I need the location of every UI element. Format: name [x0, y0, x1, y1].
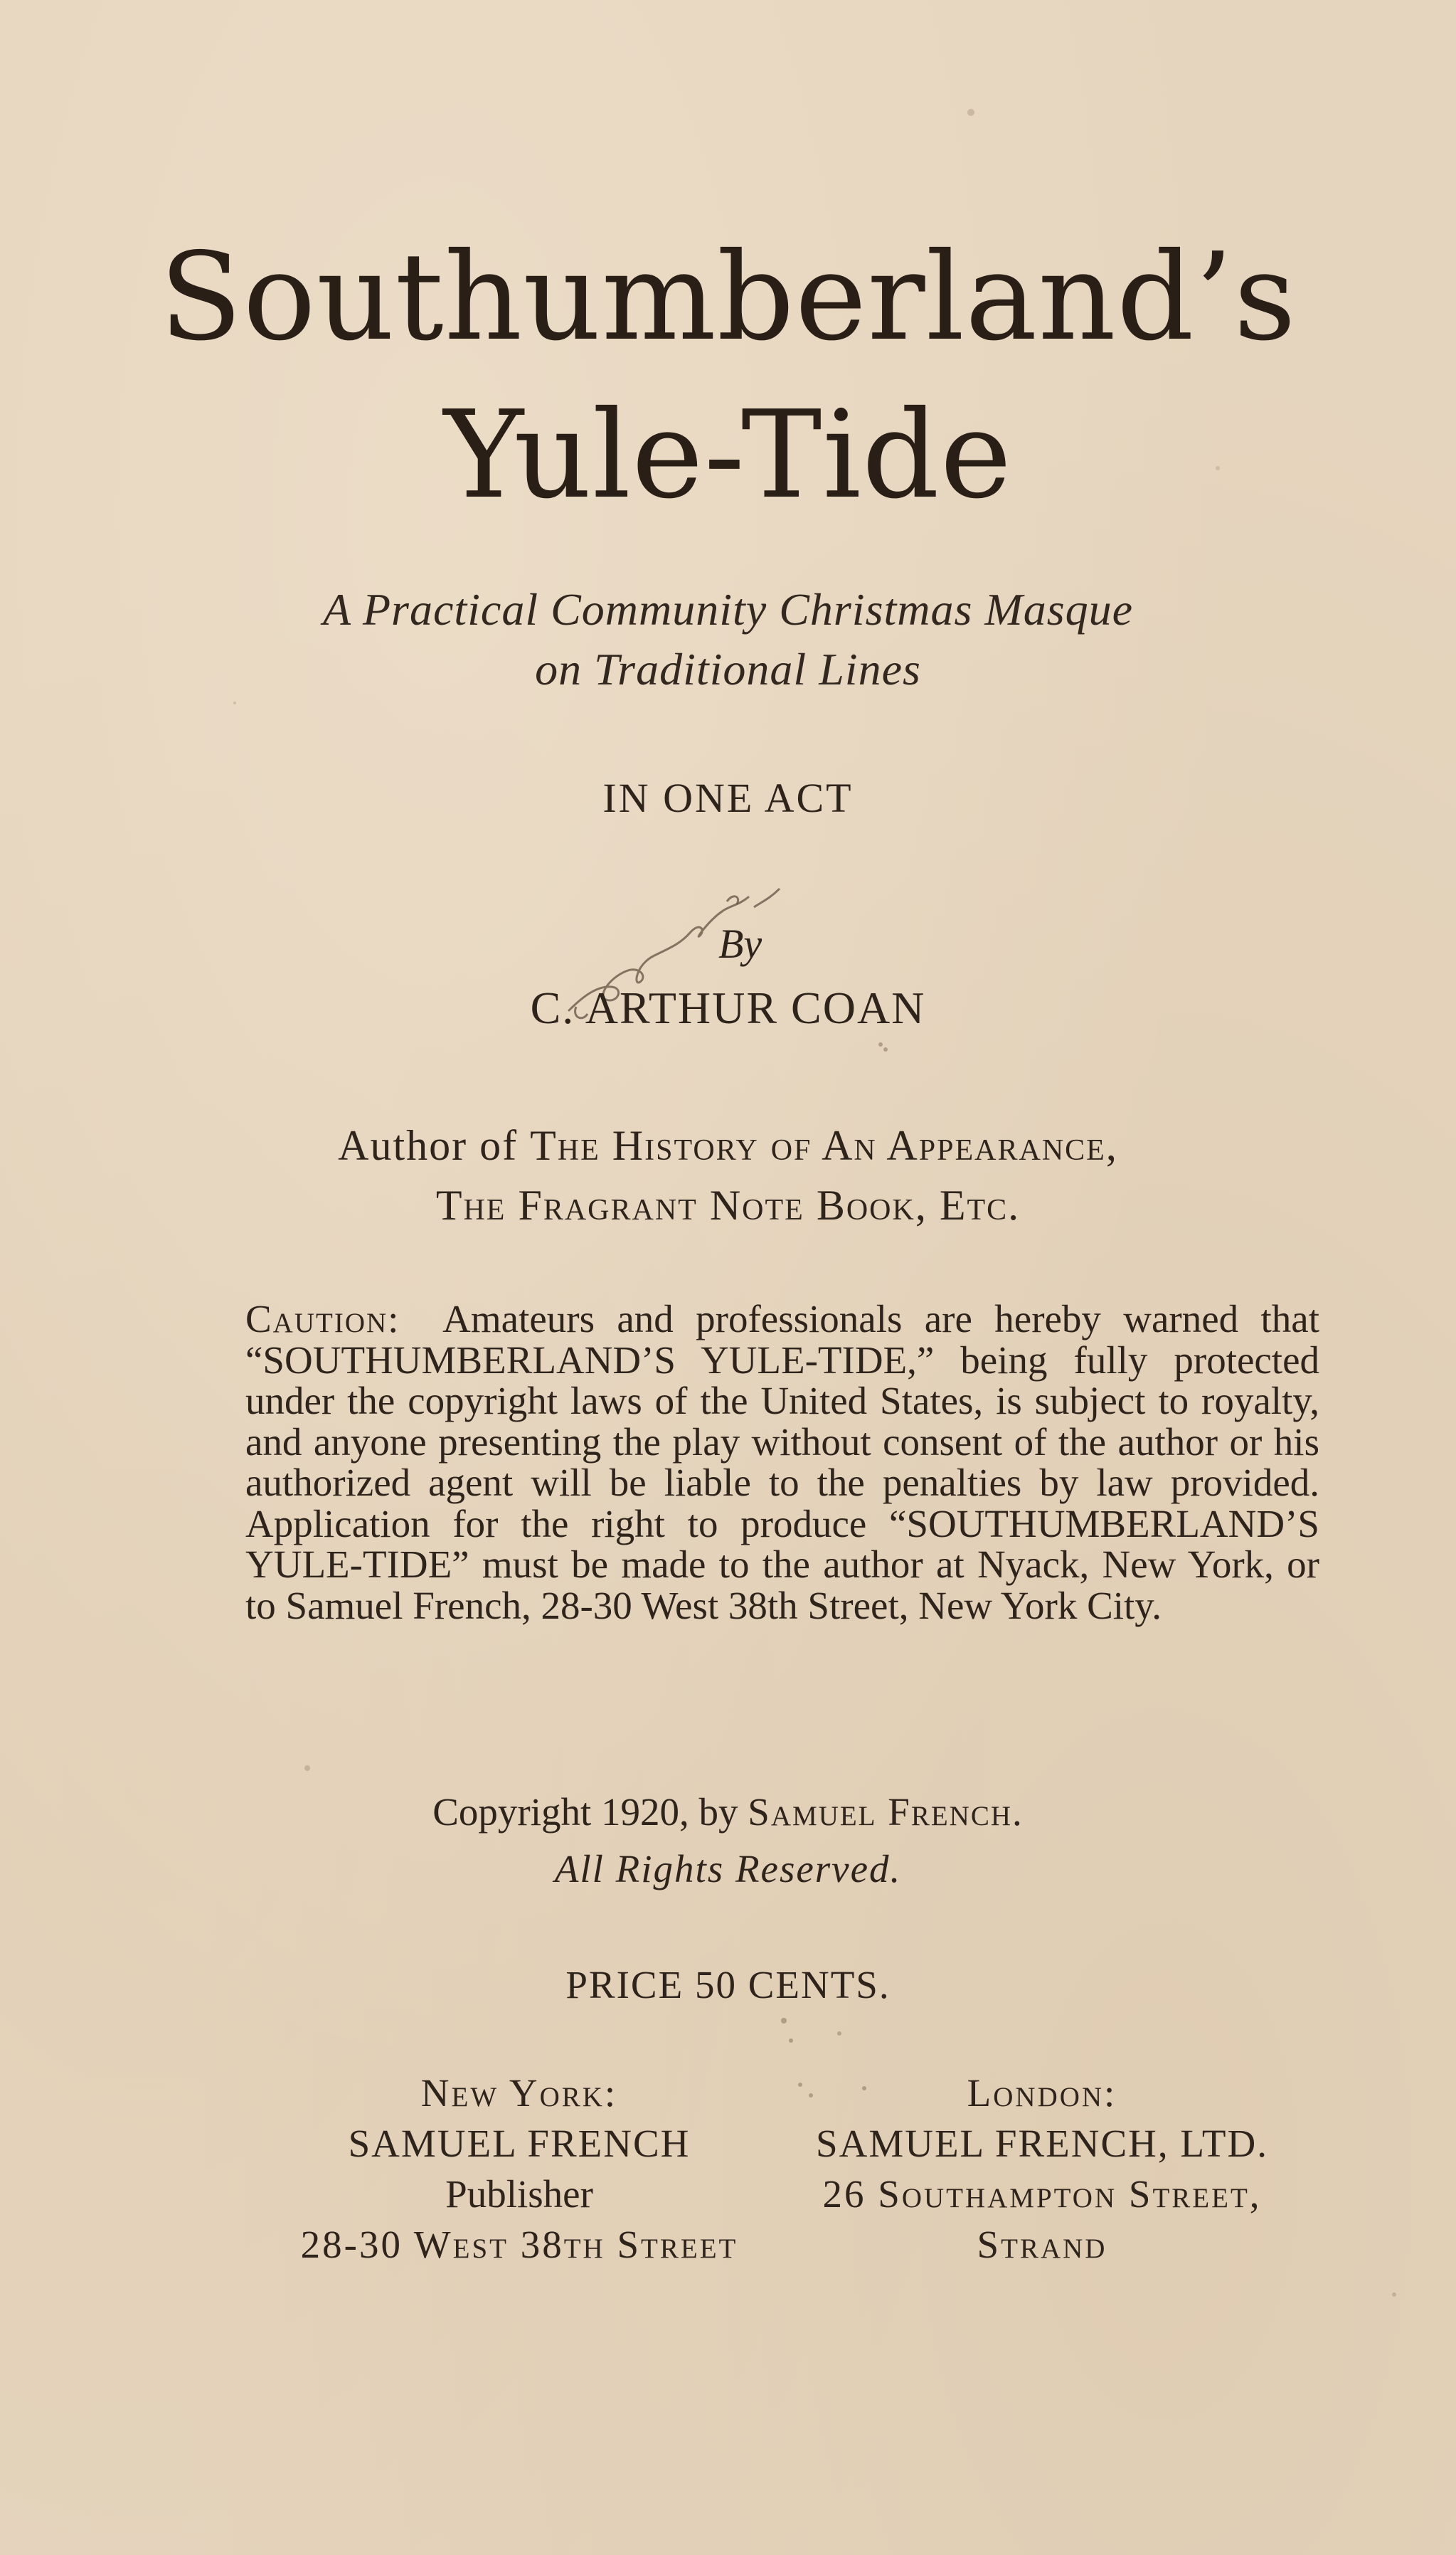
rights-reserved: All Rights Reserved.	[554, 1847, 902, 1890]
caution-label: Caution:	[245, 1297, 400, 1340]
other-work-1: The History of An Appearance,	[530, 1122, 1118, 1169]
act-label: IN ONE ACT	[602, 775, 854, 821]
title-line-1: Southumberland’s	[159, 227, 1297, 368]
price-label: PRICE 50 CENTS.	[565, 1963, 891, 2006]
london-address-line-1: 26 Southampton Street,	[822, 2172, 1262, 2216]
other-work-2: The Fragrant Note Book, Etc.	[435, 1182, 1021, 1229]
other-works-prefix: Author of	[338, 1122, 531, 1169]
caution-notice	[245, 1298, 1319, 1626]
other-works-line-1	[0, 1116, 1456, 1175]
author-name: C. ARTHUR COAN	[530, 983, 926, 1033]
copyright-prefix: Copyright 1920, by	[432, 1790, 748, 1834]
new-york-publisher-role: Publisher	[445, 2172, 593, 2216]
copyright-holder: Samuel French.	[748, 1790, 1024, 1834]
subtitle-line-1: A Practical Community Christmas Masque	[323, 584, 1133, 635]
copyright-line	[0, 1787, 1456, 1837]
london-publisher-name: SAMUEL FRENCH, LTD.	[816, 2122, 1268, 2165]
by-label: By	[718, 921, 762, 967]
new-york-publisher-name: SAMUEL FRENCH	[348, 2122, 691, 2165]
title-line-2: Yule-Tide	[443, 385, 1013, 526]
new-york-address: 28-30 West 38th Street	[300, 2223, 738, 2266]
london-address-line-2: Strand	[977, 2223, 1107, 2266]
caution-text: Amateurs and professionals are hereby warned that “SOUTHUMBERLAND’S YULE-TIDE,” being fully protected under the copyright laws of the United States, is subject to royalty, and anyone presenting the play without consent of the author or his authorized agent will be liable to the penalties by law provided. Application for the right to produce “SOUTHUMBERLAND’S YULE-TIDE” must be made to the author at Nyack, New York, or to Samuel French, 28-30 West 38th Street, New York City.	[245, 1297, 1320, 1627]
subtitle-line-2: on Traditional Lines	[535, 644, 921, 694]
london-city-label: London:	[967, 2071, 1117, 2115]
new-york-city-label: New York:	[420, 2071, 618, 2115]
